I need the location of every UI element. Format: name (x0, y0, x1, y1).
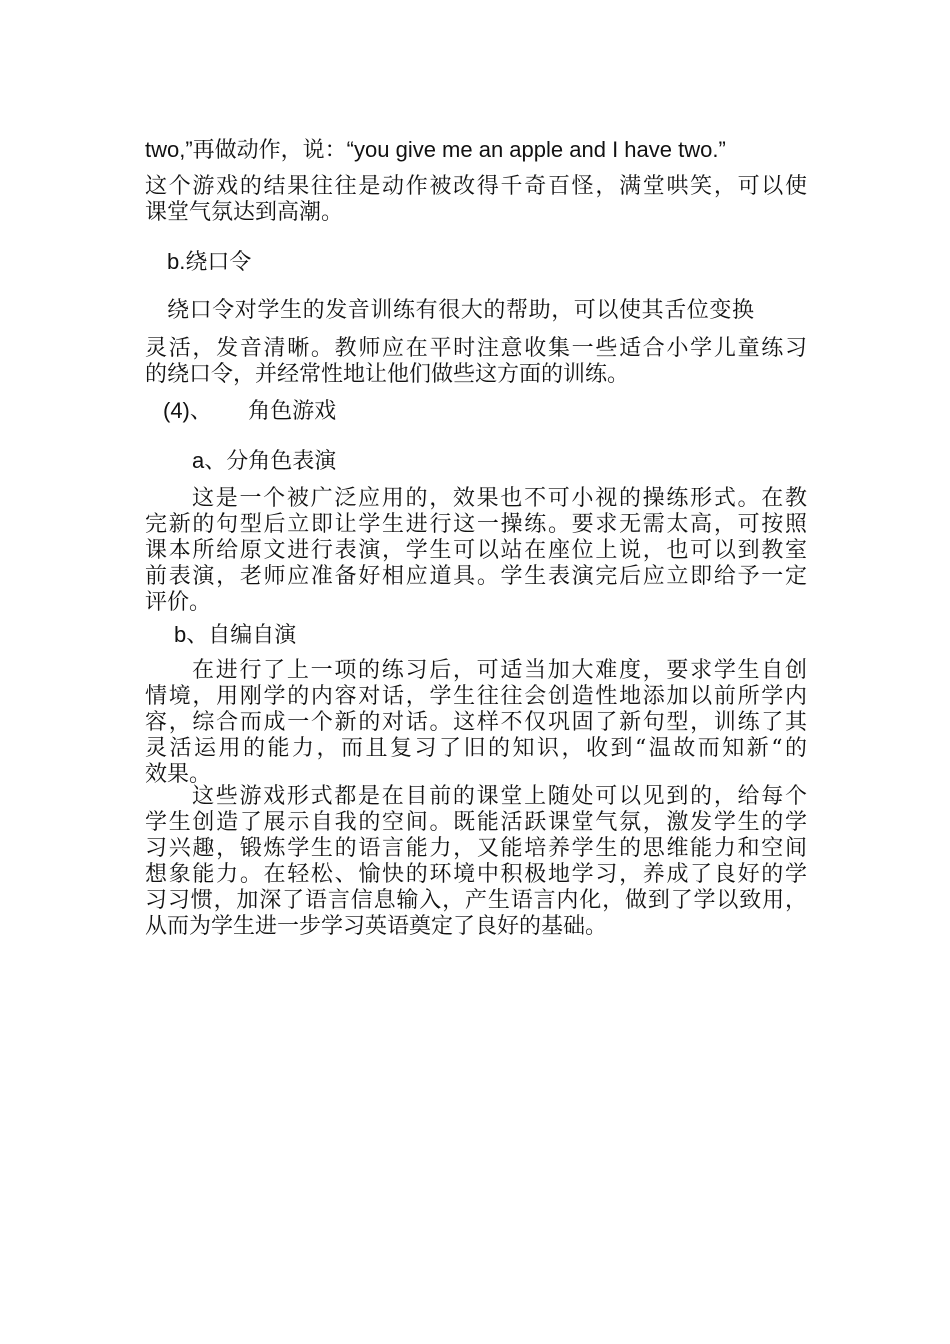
sub-a-paragraph-line: 这是一个被广泛应用的，效果也不可小视的操练形式。在教 (192, 486, 807, 511)
summary-paragraph-line: 想象能力。在轻松、愉快的环境中积极地学习，养成了良好的学 (145, 862, 807, 887)
sub-b-paragraph-line: 效果。 (145, 762, 212, 787)
summary-paragraph-line: 从而为学生进一步学习英语奠定了良好的基础。 (145, 914, 608, 939)
sub-b-paragraph-line: 容，综合而成一个新的对话。这样不仅巩固了新句型，训练了其 (145, 710, 807, 735)
sub-a-paragraph-line: 课本所给原文进行表演，学生可以站在座位上说，也可以到教室 (145, 538, 807, 563)
role-play-heading-title: 角色游戏 (248, 398, 337, 423)
sub-b-paragraph-line: 灵活运用的能力，而且复习了旧的知识，收到“温故而知新“的 (145, 736, 807, 761)
sub-a-paragraph-line: 评价。 (145, 590, 212, 615)
sub-b-heading: b、自编自演 (174, 622, 297, 647)
role-play-heading-number: (4)、 (163, 398, 212, 423)
tongue-twister-heading: b.绕口令 (167, 249, 252, 274)
intro-paragraph (145, 174, 807, 226)
summary-paragraph-line: 习习惯，加深了语言信息输入，产生语言内化，做到了学以致用， (145, 888, 807, 913)
summary-paragraph-line: 学生创造了展示自我的空间。既能活跃课堂气氛，激发学生的学 (145, 810, 807, 835)
summary-paragraph-line: 这些游戏形式都是在目前的课堂上随处可以见到的，给每个 (192, 784, 807, 809)
tongue-twister-paragraph-line: 灵活，发音清晰。教师应在平时注意收集一些适合小学儿童练习 (145, 336, 807, 361)
sub-b-paragraph-line: 在进行了上一项的练习后，可适当加大难度，要求学生自创 (192, 658, 807, 683)
sub-a-paragraph-line: 完新的句型后立即让学生进行这一操练。要求无需太高，可按照 (145, 512, 807, 537)
tongue-twister-line-1: 绕口令对学生的发音训练有很大的帮助，可以使其舌位变换 (167, 297, 755, 322)
role-play-heading (163, 398, 336, 424)
sub-a-paragraph (145, 486, 807, 616)
intro-paragraph-line: 课堂气氛达到高潮。 (145, 200, 344, 225)
intro-line-1: two,”再做动作，说：“you give me an apple and I have two.” (145, 137, 726, 162)
sub-a-paragraph-line: 前表演，老师应准备好相应道具。学生表演完后应立即给予一定 (145, 564, 807, 589)
sub-b-paragraph (145, 658, 807, 788)
sub-a-heading: a、分角色表演 (192, 448, 337, 473)
intro-paragraph-line: 这个游戏的结果往往是动作被改得千奇百怪，满堂哄笑，可以使 (145, 174, 807, 199)
tongue-twister-paragraph (145, 336, 807, 388)
tongue-twister-paragraph-line: 的绕口令，并经常性地让他们做些这方面的训练。 (145, 362, 630, 387)
sub-b-paragraph-line: 情境，用刚学的内容对话，学生往往会创造性地添加以前所学内 (145, 684, 807, 709)
summary-paragraph (145, 784, 807, 940)
summary-paragraph-line: 习兴趣，锻炼学生的语言能力，又能培养学生的思维能力和空间 (145, 836, 807, 861)
